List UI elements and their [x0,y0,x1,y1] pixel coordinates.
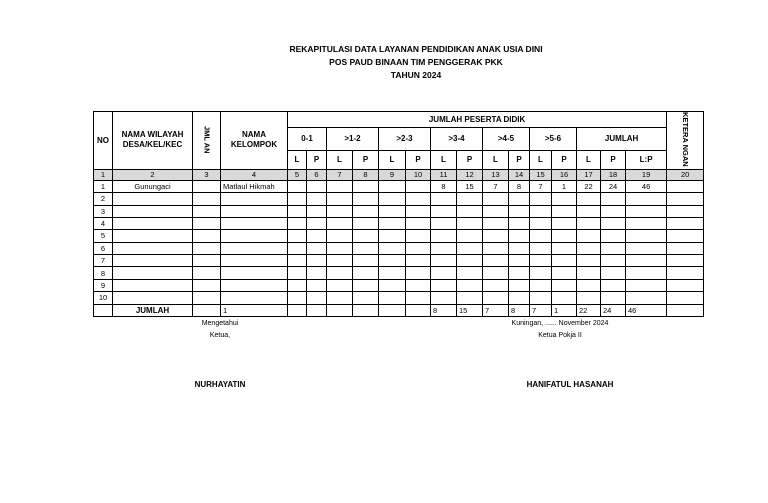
table-cell [353,279,379,291]
table-cell [483,193,509,205]
table-cell [307,180,327,192]
table-cell [552,242,577,254]
table-cell [221,267,288,279]
total-cell: 1 [221,304,288,316]
header-sub: L [327,150,353,169]
left-sig-line1: Mengetahui [201,320,239,327]
table-cell [288,279,307,291]
table-cell [307,205,327,217]
table-cell [431,217,457,229]
table-cell [431,230,457,242]
row-number: 2 [94,193,113,205]
header-no: NO [94,112,113,170]
table-cell [667,255,704,267]
table-cell [509,292,530,304]
header-sub: L:P [626,150,667,169]
table-row [94,292,704,304]
column-number: 3 [193,169,221,180]
table-cell [379,205,406,217]
table-cell [327,180,353,192]
table-cell [601,193,626,205]
table-cell [667,205,704,217]
table-cell [221,242,288,254]
table-cell [288,193,307,205]
header-sub: L [288,150,307,169]
table-cell: 1 [552,180,577,192]
right-sig-line1: Kuningan, ...... November 2024 [511,320,609,327]
table-cell [431,279,457,291]
table-cell [406,242,431,254]
table-cell [406,267,431,279]
table-cell [307,193,327,205]
table-cell [552,230,577,242]
table-cell [601,205,626,217]
table-cell [667,279,704,291]
title-line-1: REKAPITULASI DATA LAYANAN PENDIDIKAN ANAK USIA DINI [289,44,543,54]
total-row [94,304,704,316]
table-cell [307,255,327,267]
table-cell: 46 [626,180,667,192]
table-cell [457,255,483,267]
header-sub: P [353,150,379,169]
table-cell [288,217,307,229]
table-cell [221,255,288,267]
table-cell [221,193,288,205]
table-cell [483,230,509,242]
table-cell [509,267,530,279]
column-number: 5 [288,169,307,180]
total-cell: 22 [577,304,601,316]
table-cell [530,267,552,279]
table-cell [667,242,704,254]
table-cell [379,255,406,267]
table-cell [483,242,509,254]
table-cell [193,279,221,291]
table-cell [353,242,379,254]
table-cell [626,217,667,229]
table-cell [509,242,530,254]
table-cell [406,279,431,291]
header-age-group: >4-5 [483,127,530,150]
table-cell [457,279,483,291]
column-number: 14 [509,169,530,180]
table-cell [530,205,552,217]
table-cell [457,217,483,229]
table-cell [552,205,577,217]
table-cell [431,242,457,254]
table-cell [457,205,483,217]
table-cell [577,279,601,291]
table-cell [483,205,509,217]
table-cell: 15 [457,180,483,192]
table-cell [406,180,431,192]
table-cell [193,242,221,254]
column-number: 11 [431,169,457,180]
table-cell [457,193,483,205]
table-cell [288,205,307,217]
table-cell [113,193,193,205]
table-cell [530,242,552,254]
table-cell [193,230,221,242]
table-cell [552,255,577,267]
total-cell: 7 [530,304,552,316]
header-sub: P [509,150,530,169]
table-row [94,180,704,192]
total-cell [327,304,353,316]
title-line-2: POS PAUD BINAAN TIM PENGGERAK PKK [329,57,503,67]
table-cell [379,279,406,291]
table-cell [483,267,509,279]
table-cell [406,205,431,217]
table-cell [457,230,483,242]
table-cell [577,255,601,267]
table-cell [431,292,457,304]
row-number: 3 [94,205,113,217]
table-row [94,193,704,205]
header-sub: L [530,150,552,169]
table-cell [221,205,288,217]
table-cell [288,255,307,267]
total-cell [406,304,431,316]
table-row [94,205,704,217]
table-cell [577,217,601,229]
table-cell [483,255,509,267]
table-cell [113,279,193,291]
table-cell [113,292,193,304]
total-cell: 8 [509,304,530,316]
title-line-3: TAHUN 2024 [390,70,442,80]
table-cell [327,193,353,205]
table-cell [406,230,431,242]
column-number: 8 [353,169,379,180]
table-cell [601,255,626,267]
table-cell [577,267,601,279]
table-cell [113,255,193,267]
table-cell [601,292,626,304]
table-cell [288,230,307,242]
row-number: 7 [94,255,113,267]
table-cell [221,279,288,291]
table-cell: 7 [530,180,552,192]
table-cell [483,292,509,304]
table-cell [577,292,601,304]
table-cell [577,242,601,254]
table-cell [307,230,327,242]
table-cell [667,180,704,192]
column-number: 1 [94,169,113,180]
table-cell [193,267,221,279]
table-cell [626,279,667,291]
table-cell [577,193,601,205]
table-cell [113,267,193,279]
table-cell [221,230,288,242]
table-cell [221,217,288,229]
rekap-table [93,111,704,317]
left-signature-name: NURHAYATIN [194,380,246,389]
table-cell [626,242,667,254]
table-cell: Gunungaci [113,180,193,192]
left-sig-line2: Ketua, [209,332,231,339]
header-sub: P [406,150,431,169]
table-row [94,255,704,267]
table-cell [406,217,431,229]
table-cell [457,292,483,304]
table-cell [667,193,704,205]
table-cell [626,205,667,217]
table-cell [406,292,431,304]
table-cell [626,193,667,205]
header-age-group: >1-2 [327,127,379,150]
column-number: 17 [577,169,601,180]
total-cell [667,304,704,316]
table-cell [307,279,327,291]
table-cell: 8 [509,180,530,192]
table-cell [667,230,704,242]
row-number: 1 [94,180,113,192]
table-cell [221,292,288,304]
column-number: 7 [327,169,353,180]
header-sub: L [577,150,601,169]
total-label: JUMLAH [113,304,193,316]
table-cell [509,205,530,217]
row-number: 8 [94,267,113,279]
table-cell [483,279,509,291]
table-cell [327,205,353,217]
table-cell [288,292,307,304]
table-cell [307,267,327,279]
table-cell [379,193,406,205]
row-number: 10 [94,292,113,304]
document-title [0,43,768,82]
table-cell [307,217,327,229]
header-wilayah: NAMA WILAYAH DESA/KEL/KEC [113,112,193,170]
table-cell [406,193,431,205]
table-cell [530,255,552,267]
table-cell [113,242,193,254]
total-cell: 15 [457,304,483,316]
header-jml: JML AN [193,112,221,170]
column-number: 18 [601,169,626,180]
table-cell [327,267,353,279]
table-cell [431,255,457,267]
table-cell [601,230,626,242]
total-cell [193,304,221,316]
table-cell [353,180,379,192]
column-number: 2 [113,169,193,180]
header-sub: P [307,150,327,169]
row-number: 4 [94,217,113,229]
header-sub: L [379,150,406,169]
total-cell: 24 [601,304,626,316]
table-row [94,217,704,229]
total-cell [353,304,379,316]
table-cell [379,267,406,279]
total-cell [307,304,327,316]
total-cell [94,304,113,316]
table-cell [626,230,667,242]
table-cell [530,217,552,229]
column-number: 6 [307,169,327,180]
table-cell [327,217,353,229]
table-cell [509,193,530,205]
header-age-group: >3-4 [431,127,483,150]
column-number: 16 [552,169,577,180]
table-cell [431,267,457,279]
right-sig-line2: Ketua Pokja II [538,332,582,339]
table-cell [509,279,530,291]
table-cell [577,230,601,242]
table-cell [601,279,626,291]
table-cell [530,279,552,291]
table-cell [552,217,577,229]
table-cell [288,180,307,192]
table-cell [530,193,552,205]
table-row [94,242,704,254]
total-cell: 1 [552,304,577,316]
header-sub: L [431,150,457,169]
right-signature-name: HANIFATUL HASANAH [526,380,614,389]
table-cell [667,292,704,304]
table-cell [288,267,307,279]
total-cell: 8 [431,304,457,316]
row-number: 5 [94,230,113,242]
column-number: 19 [626,169,667,180]
table-cell [113,217,193,229]
table-cell [193,180,221,192]
column-number: 13 [483,169,509,180]
table-cell [552,292,577,304]
table-cell: 24 [601,180,626,192]
table-cell [353,230,379,242]
table-cell [379,242,406,254]
table-cell [327,279,353,291]
table-cell: 7 [483,180,509,192]
table-cell [552,267,577,279]
table-row [94,267,704,279]
table-cell [626,292,667,304]
header-age-group: >5-6 [530,127,577,150]
header-sub: P [457,150,483,169]
row-number: 6 [94,242,113,254]
column-number: 20 [667,169,704,180]
table-cell [113,230,193,242]
table-cell [577,205,601,217]
table-cell [552,279,577,291]
header-jumlah: JUMLAH [577,127,667,150]
table-cell [353,193,379,205]
table-cell [193,193,221,205]
table-cell [509,255,530,267]
table-cell [353,267,379,279]
table-cell [353,205,379,217]
column-number: 12 [457,169,483,180]
table-cell [379,230,406,242]
column-number: 4 [221,169,288,180]
table-cell [379,292,406,304]
table-row [94,230,704,242]
header-kelompok: NAMA KELOMPOK [221,112,288,170]
table-cell [327,255,353,267]
column-number: 9 [379,169,406,180]
total-cell: 7 [483,304,509,316]
table-cell [601,267,626,279]
table-cell [307,242,327,254]
table-cell [457,242,483,254]
header-keterangan: KETERA NGAN [667,112,704,170]
table-cell [353,255,379,267]
table-cell [601,242,626,254]
table-cell [113,205,193,217]
table-cell [193,205,221,217]
header-sub: P [552,150,577,169]
table-cell: Matlaul Hikmah [221,180,288,192]
table-cell [530,230,552,242]
table-cell [353,217,379,229]
header-peserta: JUMLAH PESERTA DIDIK [288,112,667,128]
table-cell [431,193,457,205]
table-cell [431,205,457,217]
table-cell [288,242,307,254]
row-number: 9 [94,279,113,291]
table-cell [626,255,667,267]
table-cell [509,217,530,229]
table-cell: 8 [431,180,457,192]
table-cell [327,242,353,254]
table-cell [193,255,221,267]
header-sub: P [601,150,626,169]
left-signature [180,320,260,339]
table-cell [353,292,379,304]
header-age-group: 0-1 [288,127,327,150]
table-cell [626,267,667,279]
total-cell [379,304,406,316]
table-cell: 22 [577,180,601,192]
table-cell [601,217,626,229]
right-signature [480,320,640,339]
table-cell [509,230,530,242]
total-cell: 46 [626,304,667,316]
header-sub: L [483,150,509,169]
table-cell [379,217,406,229]
column-number: 10 [406,169,431,180]
table-cell [406,255,431,267]
column-number: 15 [530,169,552,180]
table-cell [457,267,483,279]
header-age-group: >2-3 [379,127,431,150]
table-cell [552,193,577,205]
table-cell [193,292,221,304]
table-cell [379,180,406,192]
table-cell [667,267,704,279]
table-cell [327,230,353,242]
table-cell [530,292,552,304]
table-cell [307,292,327,304]
total-cell [288,304,307,316]
table-cell [327,292,353,304]
table-cell [667,217,704,229]
table-cell [483,217,509,229]
table-row [94,279,704,291]
table-cell [193,217,221,229]
